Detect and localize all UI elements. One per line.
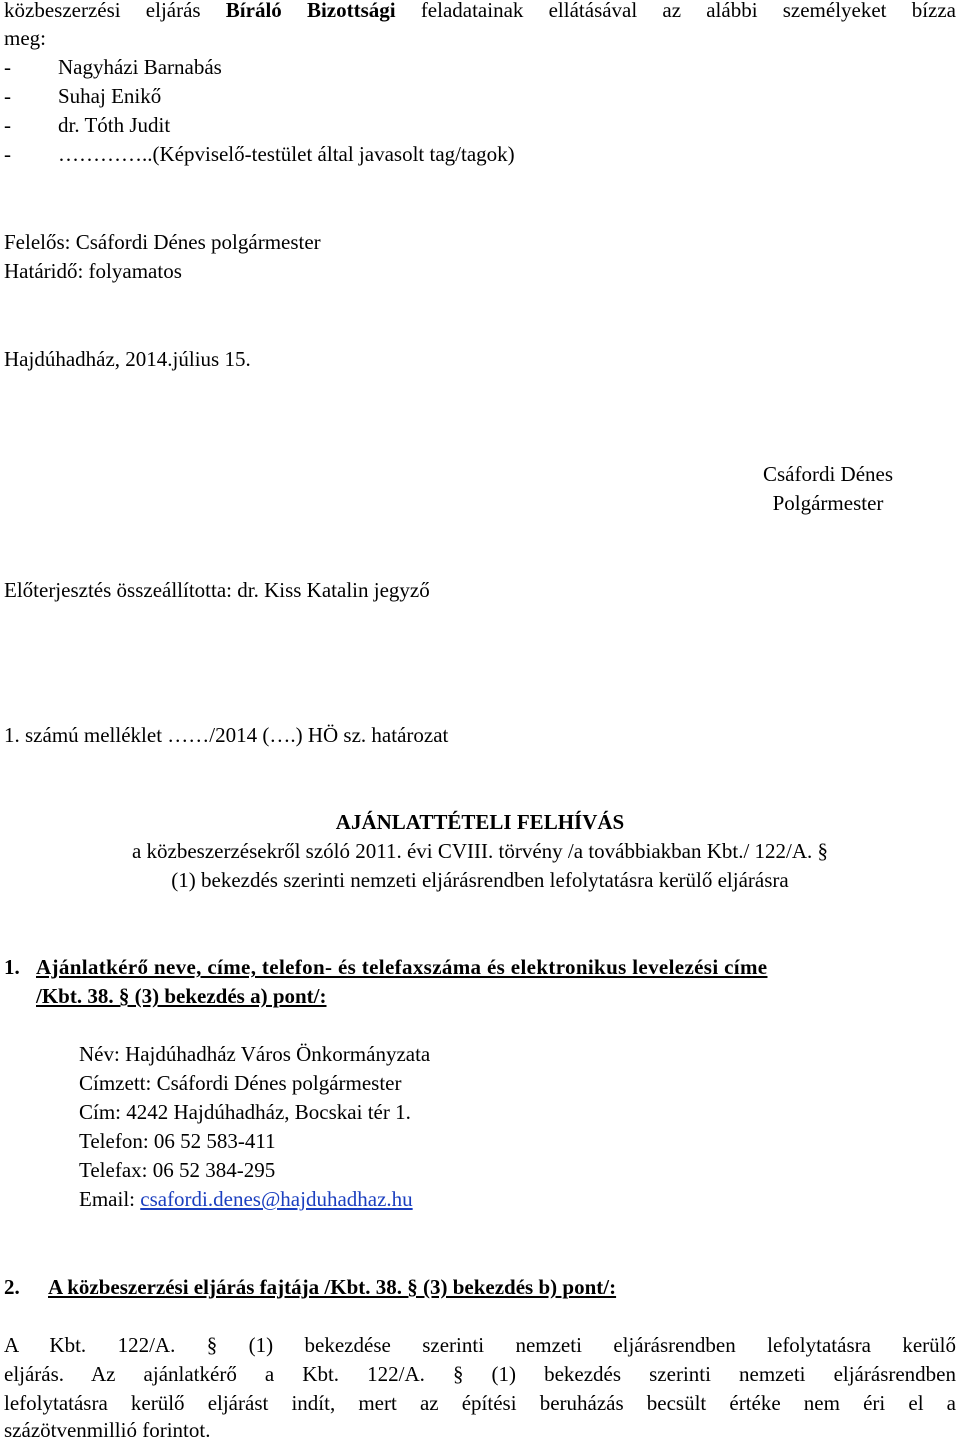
- section-1-heading: [4, 953, 956, 981]
- section-2-heading-text: A közbeszerzési eljárás fajtája /Kbt. 38. § (3) bekezdés b) pont/:: [48, 1275, 617, 1299]
- intro-text-bold: Bíráló Bizottsági: [225, 0, 396, 22]
- field-fax: Telefax: 06 52 384-295: [79, 1158, 276, 1182]
- annex-line: 1. számú melléklet ……/2014 (….) HÖ sz. határozat: [4, 723, 449, 747]
- member-name: dr. Tóth Judit: [58, 113, 171, 137]
- section-2-line: lefolytatásra kerülő eljárást indít, mert az építési beruházás becsült értéke nem éri el a: [4, 1391, 956, 1415]
- field-email: [79, 1185, 956, 1213]
- notice-subtitle-2: (1) bekezdés szerinti nemzeti eljárásrendben lefolytatásra kerülő eljárásra: [171, 868, 789, 892]
- member-item: [4, 53, 956, 81]
- member-dash: -: [4, 142, 11, 166]
- member-name: Nagyházi Barnabás: [58, 55, 222, 79]
- intro-text-post: feladatainak ellátásával az alábbi személyeket bízza: [420, 0, 956, 22]
- field-address: Cím: 4242 Hajdúhadház, Bocskai tér 1.: [79, 1100, 411, 1124]
- section-1-heading-2: [4, 982, 956, 1010]
- field-addressee: Címzett: Csáfordi Dénes polgármester: [79, 1071, 402, 1095]
- field-name: Név: Hajdúhadház Város Önkormányzata: [79, 1042, 431, 1066]
- member-item: [4, 111, 956, 139]
- responsible-line: Felelős: Csáfordi Dénes polgármester: [4, 230, 321, 254]
- intro-text-pre: közbeszerzési eljárás: [4, 0, 201, 22]
- section-2-heading: [4, 1273, 956, 1301]
- section-2-number: 2.: [4, 1275, 20, 1299]
- section-2-line: eljárás. Az ajánlatkérő a Kbt. 122/A. § (1) bekezdés szerinti nemzeti eljárásrendben: [4, 1362, 956, 1386]
- signature-name: Csáfordi Dénes: [762, 462, 894, 486]
- member-name: Suhaj Enikő: [58, 84, 162, 108]
- section-1-heading-ref: /Kbt. 38. § (3) bekezdés a) pont/:: [36, 984, 327, 1008]
- intro-line-2: meg:: [4, 26, 46, 50]
- signature-title: Polgármester: [772, 491, 884, 515]
- member-item: [4, 82, 956, 110]
- email-label: Email:: [79, 1187, 135, 1211]
- member-name: …………..(Képviselő-testület által javasolt tag/tagok): [58, 142, 515, 166]
- member-item: [4, 140, 956, 168]
- member-dash: -: [4, 55, 11, 79]
- member-dash: -: [4, 113, 11, 137]
- section-1-heading-text: Ajánlatkérő neve, címe, telefon- és telefaxszáma és elektronikus levelezési címe: [36, 955, 768, 979]
- section-2-line: A Kbt. 122/A. § (1) bekezdése szerinti nemzeti eljárásrendben lefolytatásra kerülő: [4, 1333, 956, 1357]
- section-1-number: 1.: [4, 955, 20, 979]
- intro-line-1: [4, 0, 956, 24]
- notice-subtitle-1: a közbeszerzésekről szóló 2011. évi CVIII. törvény /a továbbiakban Kbt./ 122/A. §: [131, 839, 829, 863]
- field-phone: Telefon: 06 52 583-411: [79, 1129, 276, 1153]
- notice-title: AJÁNLATTÉTELI FELHÍVÁS: [335, 810, 625, 834]
- member-dash: -: [4, 84, 11, 108]
- place-date: Hajdúhadház, 2014.július 15.: [4, 347, 251, 371]
- prepared-by: Előterjesztés összeállította: dr. Kiss Katalin jegyző: [4, 578, 430, 602]
- section-2-line: százötvenmillió forintot.: [4, 1418, 211, 1442]
- deadline-line: Határidő: folyamatos: [4, 259, 182, 283]
- email-link[interactable]: csafordi.denes@hajduhadhaz.hu: [140, 1187, 413, 1211]
